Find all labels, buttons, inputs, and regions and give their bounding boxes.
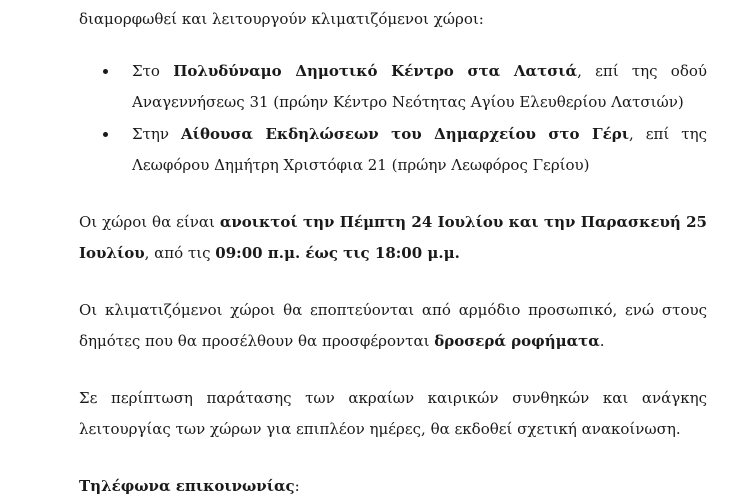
contact-heading: Τηλέφωνα επικοινωνίας <box>79 477 295 495</box>
staff-end: . <box>599 332 605 350</box>
contact-heading-line <box>79 471 707 502</box>
document-body <box>79 0 707 502</box>
intro-line: διαμορφωθεί και λειτουργούν κλιματιζόμενοι χώροι: <box>79 10 484 28</box>
location-prefix: Στο <box>132 62 174 80</box>
staff-text: Οι κλιματιζόμενοι χώροι θα εποπτεύονται από αρμόδιο προσωπικό, ενώ στους δημότες που θα προσέλθουν θα προσφέρονται <box>79 301 707 350</box>
location-address: , επί της οδού Αναγεννήσεως 31 (πρώην Κέντρο Νεότητας Αγίου Ελευθερίου Λατσιών) <box>132 62 707 111</box>
location-name: Πολυδύναμο Δημοτικό Κέντρο στα Λατσιά <box>173 62 578 80</box>
location-prefix: Στην <box>132 125 182 143</box>
location-address: , επί της Λεωφόρου Δημήτρη Χριστόφια 21 (πρώην Λεωφόρος Γερίου) <box>132 125 707 174</box>
opening-hours: 09:00 π.μ. έως τις 18:00 μ.μ. <box>215 244 460 262</box>
location-name: Αίθουσα Εκδηλώσεων του Δημαρχείου στο Γέρι <box>181 125 629 143</box>
opening-middle: , από τις <box>144 244 216 262</box>
location-item <box>79 119 707 181</box>
locations-list <box>79 56 707 181</box>
opening-days: ανοικτοί την Πέμπτη 24 Ιουλίου και την Παρασκευή 25 Ιουλίου <box>79 213 707 262</box>
extension-paragraph: Σε περίπτωση παράτασης των ακραίων καιρικών συνθηκών και ανάγκης λειτουργίας των χώρων για επιπλέον ημέρες, θα εκδοθεί σχετική ανακοίνωση. <box>79 389 707 438</box>
bullet-icon <box>103 132 108 137</box>
location-item <box>79 56 707 118</box>
contact-colon: : <box>294 477 300 495</box>
refreshments: δροσερά ροφήματα <box>434 332 600 350</box>
opening-prefix: Οι χώροι θα είναι <box>79 213 220 231</box>
opening-hours-paragraph <box>79 207 707 269</box>
staff-paragraph <box>79 295 707 357</box>
bullet-icon <box>103 69 108 74</box>
